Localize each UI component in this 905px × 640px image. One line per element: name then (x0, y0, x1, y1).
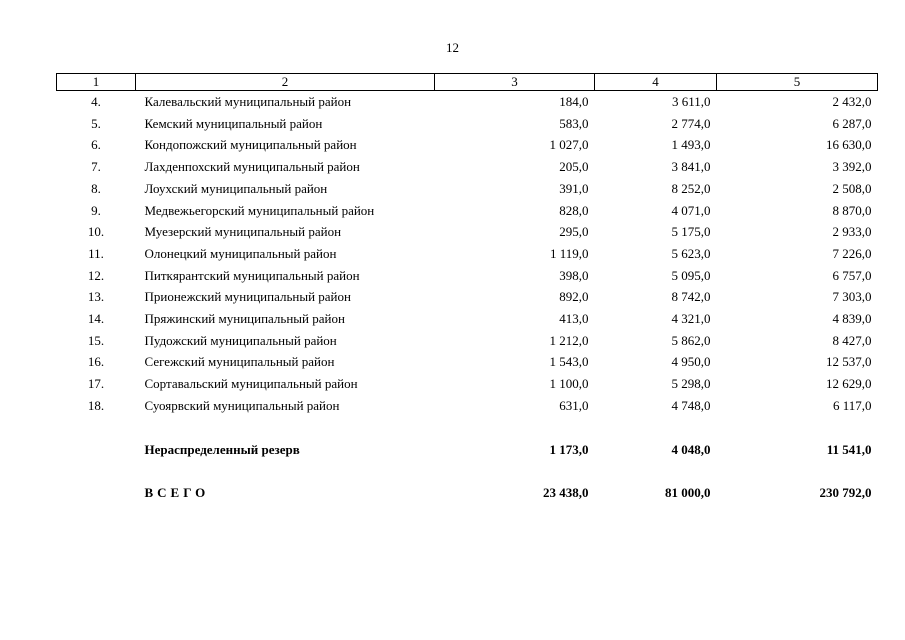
total-col5: 230 792,0 (819, 485, 872, 501)
row-number: 9. (91, 202, 101, 218)
row-col5: 2 933,0 (832, 224, 872, 240)
row-col3: 631,0 (559, 397, 589, 413)
row-col5: 8 427,0 (832, 332, 872, 348)
column-header-3: 3 (435, 74, 595, 91)
row-number: 16. (87, 354, 105, 370)
row-district-name: Муезерский муниципальный район (144, 224, 342, 240)
table-row (57, 308, 878, 330)
row-col5: 16 630,0 (826, 137, 872, 153)
row-number: 8. (91, 180, 101, 196)
row-col3: 1 543,0 (549, 354, 589, 370)
row-district-name: Сортавальский муниципальный район (144, 376, 358, 392)
row-col5: 6 117,0 (832, 397, 872, 413)
row-number: 11. (88, 245, 104, 261)
row-number: 5. (91, 115, 101, 131)
row-district-name: Кондопожский муниципальный район (144, 137, 357, 153)
reserve-row (57, 439, 878, 461)
row-col5: 7 303,0 (832, 289, 872, 305)
column-header-1: 1 (57, 74, 136, 91)
row-col3: 1 027,0 (549, 137, 589, 153)
table-row (57, 91, 878, 113)
row-number: 14. (87, 311, 105, 327)
row-col5: 4 839,0 (832, 311, 872, 327)
reserve-col4: 4 048,0 (671, 441, 711, 457)
row-col4: 3 841,0 (671, 159, 711, 175)
row-district-name: Прионежский муниципальный район (144, 289, 351, 305)
row-col3: 391,0 (559, 180, 589, 196)
table-row (57, 221, 878, 243)
row-col4: 8 252,0 (671, 180, 711, 196)
row-col4: 5 862,0 (671, 332, 711, 348)
row-district-name: Суоярвский муниципальный район (144, 397, 340, 413)
row-col4: 4 071,0 (671, 202, 711, 218)
row-col4: 5 095,0 (671, 267, 711, 283)
row-col5: 3 392,0 (832, 159, 872, 175)
row-col4: 8 742,0 (671, 289, 711, 305)
row-col4: 5 175,0 (671, 224, 711, 240)
row-col3: 892,0 (559, 289, 589, 305)
table-row (57, 113, 878, 135)
row-district-name: Лоухский муниципальный район (144, 180, 328, 196)
row-col4: 5 623,0 (671, 245, 711, 261)
row-col5: 12 629,0 (826, 376, 872, 392)
table-row (57, 373, 878, 395)
row-col4: 4 748,0 (671, 397, 711, 413)
row-col3: 184,0 (559, 94, 589, 109)
reserve-col5: 11 541,0 (826, 441, 872, 457)
total-row (57, 482, 878, 504)
row-col5: 2 508,0 (832, 180, 872, 196)
row-col4: 2 774,0 (671, 115, 711, 131)
row-col5: 12 537,0 (826, 354, 872, 370)
row-number: 13. (87, 289, 105, 305)
reserve-spacer (57, 417, 878, 439)
total-spacer (57, 460, 878, 482)
row-district-name: Медвежьегорский муниципальный район (144, 202, 375, 218)
table-body (57, 91, 878, 504)
column-header-4: 4 (595, 74, 717, 91)
table-row (57, 156, 878, 178)
row-number: 10. (87, 224, 105, 240)
total-col3: 23 438,0 (543, 485, 589, 501)
row-col4: 1 493,0 (671, 137, 711, 153)
reserve-label: Нераспределенный резерв (144, 441, 300, 457)
table-row (57, 200, 878, 222)
row-col4: 3 611,0 (671, 94, 711, 109)
row-col3: 398,0 (559, 267, 589, 283)
row-number: 15. (87, 332, 105, 348)
reserve-col3: 1 173,0 (549, 441, 589, 457)
row-col3: 413,0 (559, 311, 589, 327)
row-number: 7. (91, 159, 101, 175)
row-number: 4. (91, 94, 101, 109)
row-col3: 1 212,0 (549, 332, 589, 348)
row-district-name: Пудожский муниципальный район (144, 332, 337, 348)
column-header-5: 5 (717, 74, 878, 91)
table-row (57, 134, 878, 156)
allocation-table (56, 73, 878, 504)
row-col4: 5 298,0 (671, 376, 711, 392)
page-number: 12 (446, 40, 459, 55)
row-district-name: Олонецкий муниципальный район (144, 245, 337, 261)
row-col5: 8 870,0 (832, 202, 872, 218)
row-number: 18. (87, 397, 105, 413)
row-col3: 295,0 (559, 224, 589, 240)
row-district-name: Калевальский муниципальный район (144, 94, 352, 109)
column-header-2: 2 (136, 74, 435, 91)
row-district-name: Кемский муниципальный район (144, 115, 323, 131)
row-district-name: Лахденпохский муниципальный район (144, 159, 360, 175)
table-row (57, 351, 878, 373)
row-col4: 4 950,0 (671, 354, 711, 370)
row-district-name: Пряжинский муниципальный район (144, 311, 345, 327)
table-row (57, 243, 878, 265)
row-col5: 2 432,0 (832, 94, 872, 109)
row-col3: 1 119,0 (549, 245, 589, 261)
table-row (57, 395, 878, 417)
row-col3: 205,0 (559, 159, 589, 175)
row-number: 17. (87, 376, 105, 392)
row-col3: 828,0 (559, 202, 589, 218)
table-row (57, 178, 878, 200)
row-col3: 1 100,0 (549, 376, 589, 392)
table-row (57, 286, 878, 308)
table-row (57, 265, 878, 287)
row-col3: 583,0 (559, 115, 589, 131)
row-number: 12. (87, 267, 105, 283)
total-label: ВСЕГО (144, 485, 210, 501)
row-district-name: Сегежский муниципальный район (144, 354, 335, 370)
header-row (57, 74, 878, 91)
row-col5: 6 287,0 (832, 115, 872, 131)
row-district-name: Питкярантский муниципальный район (144, 267, 360, 283)
total-col4: 81 000,0 (665, 485, 711, 501)
row-number: 6. (91, 137, 101, 153)
row-col4: 4 321,0 (671, 311, 711, 327)
table-row (57, 330, 878, 352)
row-col5: 6 757,0 (832, 267, 872, 283)
row-col5: 7 226,0 (832, 245, 872, 261)
